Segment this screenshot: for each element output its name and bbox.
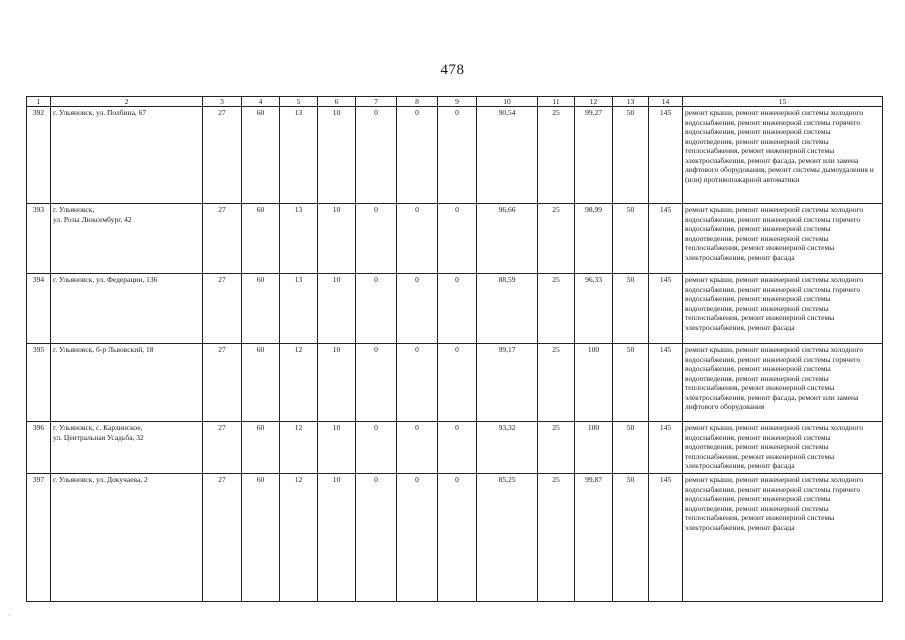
value-cell-c6: 10 [318, 204, 356, 274]
value-cell-c13: 50 [613, 422, 649, 474]
address-cell [51, 422, 203, 474]
value-cell-c7: 0 [356, 274, 397, 344]
value-cell-c13: 50 [613, 344, 649, 422]
value-cell-c6: 10 [318, 422, 356, 474]
value-cell-c13: 50 [613, 474, 649, 602]
value-cell-c4: 60 [242, 107, 280, 204]
address-line: г. Ульяновск, ул. Полбина, 67 [53, 108, 147, 117]
value-cell-c7: 0 [356, 474, 397, 602]
value-cell-c6: 10 [318, 274, 356, 344]
value-cell-c7: 0 [356, 107, 397, 204]
value-cell-c12: 96,33 [575, 274, 613, 344]
value-cell-c3: 27 [203, 422, 242, 474]
column-header: 2 [51, 97, 203, 107]
value-cell-c8: 0 [397, 422, 438, 474]
value-cell-c12: 99,27 [575, 107, 613, 204]
address-line: г. Ульяновск, ул. Докучаева, 2 [53, 475, 148, 484]
value-cell-c14: 145 [649, 204, 683, 274]
value-cell-c14: 145 [649, 344, 683, 422]
value-cell-c10: 88,59 [477, 274, 538, 344]
value-cell-c4: 60 [242, 422, 280, 474]
value-cell-c8: 0 [397, 204, 438, 274]
address-cell [51, 344, 203, 422]
repair-works-cell: ремонт крыши, ремонт инженерной системы холодного водоснабжения, ремонт инженерной системы горячего водоснабжения, ремонт инженерной системы водоотведения, ремонт инженерной системы теплоснабжения, ремонт инженерной системы электроснабжения, ремонт фасада [683, 274, 883, 344]
value-cell-c4: 60 [242, 204, 280, 274]
value-cell-c14: 145 [649, 274, 683, 344]
repair-works-cell: ремонт крыши, ремонт инженерной системы холодного водоснабжения, ремонт инженерной системы горячего водоснабжения, ремонт инженерной системы водоотведения, ремонт инженерной системы теплоснабжения, ремонт инженерной системы электроснабжения, ремонт фасада, ремонт или замена лифтового оборудования [683, 344, 883, 422]
value-cell-c5: 12 [280, 422, 318, 474]
column-header: 3 [203, 97, 242, 107]
value-cell-c6: 10 [318, 474, 356, 602]
value-cell-c10: 85,25 [477, 474, 538, 602]
value-cell-c4: 60 [242, 274, 280, 344]
column-header: 6 [318, 97, 356, 107]
value-cell-c7: 0 [356, 344, 397, 422]
value-cell-c4: 60 [242, 474, 280, 602]
value-cell-c11: 25 [538, 344, 575, 422]
value-cell-c9: 0 [438, 344, 477, 422]
value-cell-c13: 50 [613, 204, 649, 274]
address-cell [51, 274, 203, 344]
column-header: 10 [477, 97, 538, 107]
value-cell-c8: 0 [397, 107, 438, 204]
value-cell-c14: 145 [649, 422, 683, 474]
value-cell-c11: 25 [538, 204, 575, 274]
value-cell-c9: 0 [438, 107, 477, 204]
table-row [27, 474, 883, 602]
address-cell [51, 204, 203, 274]
value-cell-c11: 25 [538, 107, 575, 204]
value-cell-c9: 0 [438, 422, 477, 474]
table-row [27, 344, 883, 422]
value-cell-c3: 27 [203, 204, 242, 274]
value-cell-c8: 0 [397, 474, 438, 602]
value-cell-c8: 0 [397, 274, 438, 344]
value-cell-c5: 12 [280, 474, 318, 602]
value-cell-c5: 13 [280, 274, 318, 344]
value-cell-c9: 0 [438, 204, 477, 274]
value-cell-c10: 90,54 [477, 107, 538, 204]
column-header: 9 [438, 97, 477, 107]
column-header: 7 [356, 97, 397, 107]
table-header-row [27, 97, 883, 107]
value-cell-c13: 50 [613, 107, 649, 204]
value-cell-c10: 96,66 [477, 204, 538, 274]
repair-works-cell: ремонт крыши, ремонт инженерной системы холодного водоснабжения, ремонт инженерной системы водоотведения, ремонт инженерной системы теплоснабжения, ремонт инженерной системы электроснабжения, ремонт фасада [683, 422, 883, 474]
repair-works-cell: ремонт крыши, ремонт инженерной системы холодного водоснабжения, ремонт инженерной системы горячего водоснабжения, ремонт инженерной системы водоотведения, ремонт инженерной системы теплоснабжения, ремонт инженерной системы электроснабжения, ремонт фасада [683, 474, 883, 602]
address-line: г. Ульяновск, [53, 205, 95, 214]
scan-mark: · [8, 612, 11, 620]
address-line: г. Ульяновск, с. Карлинское, [53, 423, 143, 432]
value-cell-c11: 25 [538, 274, 575, 344]
value-cell-c9: 0 [438, 274, 477, 344]
column-header: 5 [280, 97, 318, 107]
value-cell-c6: 10 [318, 107, 356, 204]
column-header: 12 [575, 97, 613, 107]
column-header: 13 [613, 97, 649, 107]
address-line: г. Ульяновск, б-р Львовский, 18 [53, 345, 154, 354]
address-cell [51, 474, 203, 602]
row-number-cell: 396 [27, 422, 51, 474]
value-cell-c7: 0 [356, 204, 397, 274]
repair-works-cell: ремонт крыши, ремонт инженерной системы холодного водоснабжения, ремонт инженерной системы горячего водоснабжения, ремонт инженерной системы водоотведения, ремонт инженерной системы теплоснабжения, ремонт инженерной системы электроснабжения, ремонт фасада, ремонт или замена лифтового оборудования, ремонт системы дымоудаления и (или) противопожарной автоматики [683, 107, 883, 204]
table-row [27, 274, 883, 344]
value-cell-c8: 0 [397, 344, 438, 422]
value-cell-c11: 25 [538, 474, 575, 602]
value-cell-c12: 98,99 [575, 204, 613, 274]
row-number-cell: 393 [27, 204, 51, 274]
repair-works-cell: ремонт крыши, ремонт инженерной системы холодного водоснабжения, ремонт инженерной системы горячего водоснабжения, ремонт инженерной системы водоотведения, ремонт инженерной системы теплоснабжения, ремонт инженерной системы электроснабжения, ремонт фасада [683, 204, 883, 274]
column-header: 1 [27, 97, 51, 107]
housing-repair-table [26, 96, 883, 602]
value-cell-c5: 13 [280, 107, 318, 204]
address-line: ул. Центральная Усадьба, 32 [53, 432, 144, 442]
value-cell-c12: 100 [575, 422, 613, 474]
value-cell-c3: 27 [203, 107, 242, 204]
value-cell-c3: 27 [203, 474, 242, 602]
row-number-cell: 394 [27, 274, 51, 344]
value-cell-c12: 100 [575, 344, 613, 422]
value-cell-c5: 12 [280, 344, 318, 422]
value-cell-c9: 0 [438, 474, 477, 602]
value-cell-c12: 99,87 [575, 474, 613, 602]
address-line: г. Ульяновск, ул. Федерации, 136 [53, 275, 158, 284]
table-row [27, 107, 883, 204]
row-number-cell: 395 [27, 344, 51, 422]
value-cell-c10: 99,17 [477, 344, 538, 422]
row-number-cell: 392 [27, 107, 51, 204]
table-row [27, 422, 883, 474]
value-cell-c4: 60 [242, 344, 280, 422]
value-cell-c5: 13 [280, 204, 318, 274]
table-row [27, 204, 883, 274]
value-cell-c11: 25 [538, 422, 575, 474]
address-line: ул. Розы Люксембург, 42 [53, 214, 132, 224]
value-cell-c13: 50 [613, 274, 649, 344]
column-header: 14 [649, 97, 683, 107]
column-header: 8 [397, 97, 438, 107]
page-number: 478 [440, 62, 465, 78]
value-cell-c10: 93,32 [477, 422, 538, 474]
value-cell-c7: 0 [356, 422, 397, 474]
column-header: 15 [683, 97, 883, 107]
address-cell [51, 107, 203, 204]
value-cell-c14: 145 [649, 107, 683, 204]
column-header: 4 [242, 97, 280, 107]
value-cell-c3: 27 [203, 344, 242, 422]
value-cell-c3: 27 [203, 274, 242, 344]
value-cell-c6: 10 [318, 344, 356, 422]
column-header: 11 [538, 97, 575, 107]
row-number-cell: 397 [27, 474, 51, 602]
value-cell-c14: 145 [649, 474, 683, 602]
